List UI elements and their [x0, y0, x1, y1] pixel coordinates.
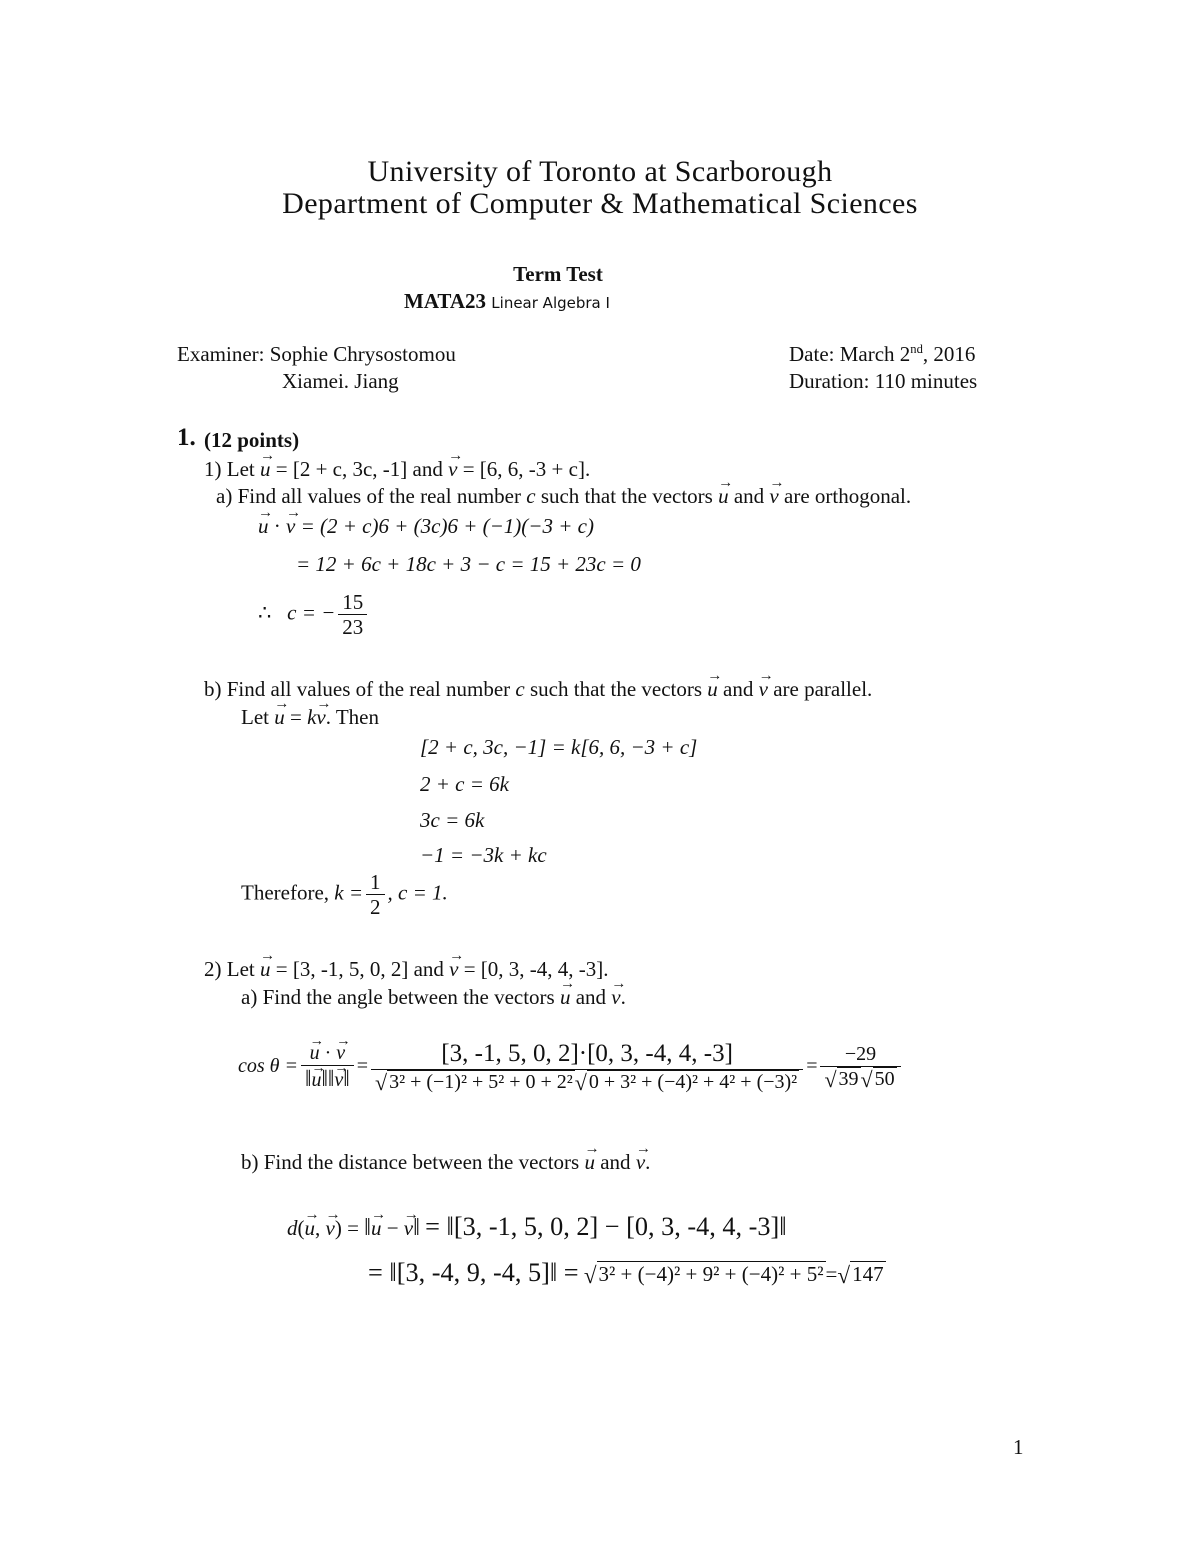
- sqrt-distance-radicand: 3² + (−4)² + 9² + (−4)² + 5²: [598, 1262, 824, 1286]
- sqrt-50: √ 50: [860, 1066, 895, 1092]
- part2a-text: a) Find the angle between the vectors: [241, 985, 555, 1009]
- scalar-k: k: [307, 705, 317, 729]
- equals-sign: =: [825, 1262, 838, 1286]
- sqrt-v: √ 0 + 3² + (−4)² + 4² + (−3)²: [574, 1069, 798, 1095]
- cos-label: cos θ =: [238, 1055, 298, 1078]
- department-title: Department of Computer & Mathematical Sciences: [282, 187, 918, 220]
- question-number: 1.: [177, 424, 196, 451]
- part1a-text3: are orthogonal.: [784, 484, 912, 508]
- cos-formula: cos θ = → $\frac{u \cdot \to v}{‖\to u‖‖\to v‖}$ = $\frac{[3, -1, 5, 0, 2]\cdot[0, 3, -4, 4, -3]}{\text{√ 3² + (−1)² + 5² + 0 + 2²√ 0 + 3² + (−4)² + 4² + (−3)²}}$ = $\frac{-29}{√ 39√ 50}$: [238, 1040, 904, 1095]
- part1a-c-eq: c = −: [287, 600, 336, 625]
- cos-right-den: [820, 1066, 900, 1092]
- sqrt-147-radicand: 147: [852, 1262, 884, 1286]
- therefore-word: Therefore,: [241, 880, 330, 905]
- cos-left-den: ‖→ u‖‖→ v‖: [301, 1065, 354, 1092]
- part2a-question: a) Find the angle between the vectors → u and → v.: [241, 985, 626, 1010]
- period: .: [645, 1150, 651, 1174]
- sqrt-147: √147: [837, 1262, 884, 1288]
- part2-statement: [204, 957, 609, 982]
- date-prefix: Date: March 2: [789, 342, 911, 366]
- part1a-question: a) Find all values of the real number c such that the vectors → u and → v are orthogonal.: [216, 484, 911, 509]
- part1a-line2: = 12 + 6c + 18c + 3 − c = 15 + 23c = 0: [296, 552, 641, 576]
- vector-u-symbol: → u: [560, 985, 571, 1010]
- distance-line2-left: = ‖[3, -4, 9, -4, 5]‖ =: [368, 1258, 579, 1287]
- part1b-text1: b) Find all values of the real number: [204, 677, 511, 701]
- c-eq: , c = 1.: [387, 880, 448, 905]
- course-name: Linear Algebra I: [491, 294, 610, 312]
- part2-u-def: = [3, -1, 5, 0, 2]: [275, 957, 409, 981]
- part1a-expr1: = (2 + c)6 + (3c)6 + (−1)(−3 + c): [300, 514, 594, 538]
- date-suffix: , 2016: [922, 342, 976, 366]
- vector-v-symbol: → v: [334, 1069, 343, 1092]
- part1b-line1: [2 + c, 3c, −1] = k[6, 6, −3 + c]: [420, 735, 698, 759]
- examiner-line: [177, 342, 456, 367]
- sqrt-u: √ 3² + (−1)² + 5² + 0 + 2²: [375, 1069, 573, 1095]
- part1b-text3: are parallel.: [773, 677, 873, 701]
- part1-v-def: = [6, 6, -3 + c].: [462, 457, 591, 481]
- cos-mid-den: [371, 1069, 803, 1095]
- vector-v-symbol: → v: [449, 957, 458, 982]
- fraction-num: 15: [342, 590, 364, 614]
- examiner-label: Examiner:: [177, 342, 265, 366]
- part1a-result: [258, 590, 370, 639]
- vector-v-symbol: → v: [286, 514, 295, 539]
- cos-left-num: → u · → v: [301, 1042, 354, 1065]
- distance-line2: [368, 1258, 886, 1289]
- then-word: . Then: [325, 705, 380, 729]
- vector-u-symbol: → u: [584, 1150, 595, 1175]
- date-line: [789, 342, 975, 367]
- sqrt-39-radicand: 39: [838, 1067, 859, 1090]
- fraction-den: 23: [338, 614, 367, 639]
- part1-label: 1) Let: [204, 457, 255, 481]
- part2-and: and: [413, 957, 444, 981]
- cos-right-num: −29: [844, 1042, 877, 1065]
- vector-u-symbol: → u: [310, 1042, 320, 1065]
- sqrt-50-radicand: 50: [874, 1067, 895, 1090]
- vector-v-symbol: → v: [404, 1216, 413, 1241]
- part1a-text2: such that the vectors: [540, 484, 713, 508]
- period: .: [620, 985, 626, 1009]
- part1a-text1: a) Find all values of the real number: [216, 484, 521, 508]
- part1b-result: [241, 870, 448, 919]
- examiner-2: Xiamei. Jiang: [282, 369, 399, 393]
- course-code: MATA23: [404, 289, 487, 313]
- cos-frac-right: [820, 1043, 900, 1092]
- part1b-question: b) Find all values of the real number c such that the vectors → u and → v are parallel.: [204, 677, 872, 702]
- equals-sign: =: [289, 705, 302, 729]
- fraction-num: 1: [370, 870, 381, 894]
- therefore-symbol: ∴: [258, 600, 272, 625]
- sqrt-distance: √3² + (−4)² + 9² + (−4)² + 5²: [583, 1262, 824, 1288]
- distance-line1-expr: = ‖[3, -1, 5, 0, 2] − [0, 3, -4, 4, -3]‖: [425, 1212, 787, 1241]
- vector-u-symbol: → u: [371, 1216, 382, 1241]
- part1b-line4: −1 = −3k + kc: [420, 843, 547, 867]
- fraction-den: 2: [366, 894, 385, 919]
- sqrt-u-radicand: 3² + (−1)² + 5² + 0 + 2²: [389, 1070, 573, 1093]
- vector-u-symbol: → u: [718, 484, 729, 509]
- part1-and: and: [412, 457, 443, 481]
- part1b-line2: 2 + c = 6k: [420, 772, 509, 796]
- page-number: 1: [1013, 1435, 1024, 1459]
- part1b-text2: such that the vectors: [530, 677, 703, 701]
- k-eq: k =: [334, 880, 364, 905]
- part2b-text: b) Find the distance between the vectors: [241, 1150, 580, 1174]
- date-sup: nd: [910, 342, 923, 356]
- vector-v-symbol: → v: [636, 1150, 645, 1175]
- vector-v-symbol: → v: [769, 484, 778, 509]
- part2-label: 2) Let: [204, 957, 255, 981]
- test-title: Term Test: [513, 262, 603, 286]
- fraction-1-2: [366, 870, 385, 919]
- vector-v-symbol: → v: [611, 985, 620, 1010]
- let-word: Let: [241, 705, 269, 729]
- cos-mid-num: [3, -1, 5, 0, 2]·[0, 3, -4, 4, -3]: [441, 1040, 733, 1067]
- cos-frac-mid: [371, 1040, 803, 1095]
- var-c: c: [515, 677, 525, 701]
- part1a-line1: → u · → v = (2 + c)6 + (3c)6 + (−1)(−3 + c): [258, 514, 594, 539]
- vector-u-symbol: → u: [258, 514, 269, 539]
- var-c: c: [526, 484, 536, 508]
- vector-u-symbol: → u: [260, 957, 271, 982]
- examiner-1: Sophie Chrysostomou: [269, 342, 456, 366]
- part2-v-def: = [0, 3, -4, 4, -3].: [463, 957, 609, 981]
- part1-u-def: = [2 + c, 3c, -1]: [275, 457, 408, 481]
- part1b-line3: 3c = 6k: [420, 808, 485, 832]
- vector-v-symbol: → v: [316, 705, 325, 730]
- part2b-question: b) Find the distance between the vectors → u and → v.: [241, 1150, 650, 1175]
- cos-frac-left: [301, 1042, 354, 1092]
- vector-u-symbol: → u: [260, 457, 271, 482]
- vector-v-symbol: → v: [336, 1042, 345, 1065]
- duration: Duration: 110 minutes: [789, 369, 978, 393]
- course-line: [404, 289, 610, 314]
- distance-line1: d(→ u, → v) = ‖→ u − → v‖ = ‖[3, -1, 5, 0, 2] − [0, 3, -4, 4, -3]‖: [287, 1212, 787, 1242]
- vector-v-symbol: → v: [759, 677, 768, 702]
- vector-v-symbol: → v: [326, 1216, 335, 1241]
- university-title: University of Toronto at Scarborough: [367, 155, 833, 188]
- part1-statement: [204, 457, 590, 482]
- vector-v-symbol: → v: [448, 457, 457, 482]
- vector-u-symbol: → u: [311, 1069, 321, 1092]
- sqrt-v-radicand: 0 + 3² + (−4)² + 4² + (−3)²: [588, 1070, 798, 1093]
- fraction-15-23: [338, 590, 367, 639]
- sqrt-39: √ 39: [824, 1066, 859, 1092]
- vector-u-symbol: → u: [707, 677, 718, 702]
- question-points: (12 points): [204, 428, 300, 452]
- vector-u-symbol: → u: [274, 705, 285, 730]
- vector-u-symbol: → u: [305, 1216, 316, 1241]
- part1b-let: [241, 705, 379, 730]
